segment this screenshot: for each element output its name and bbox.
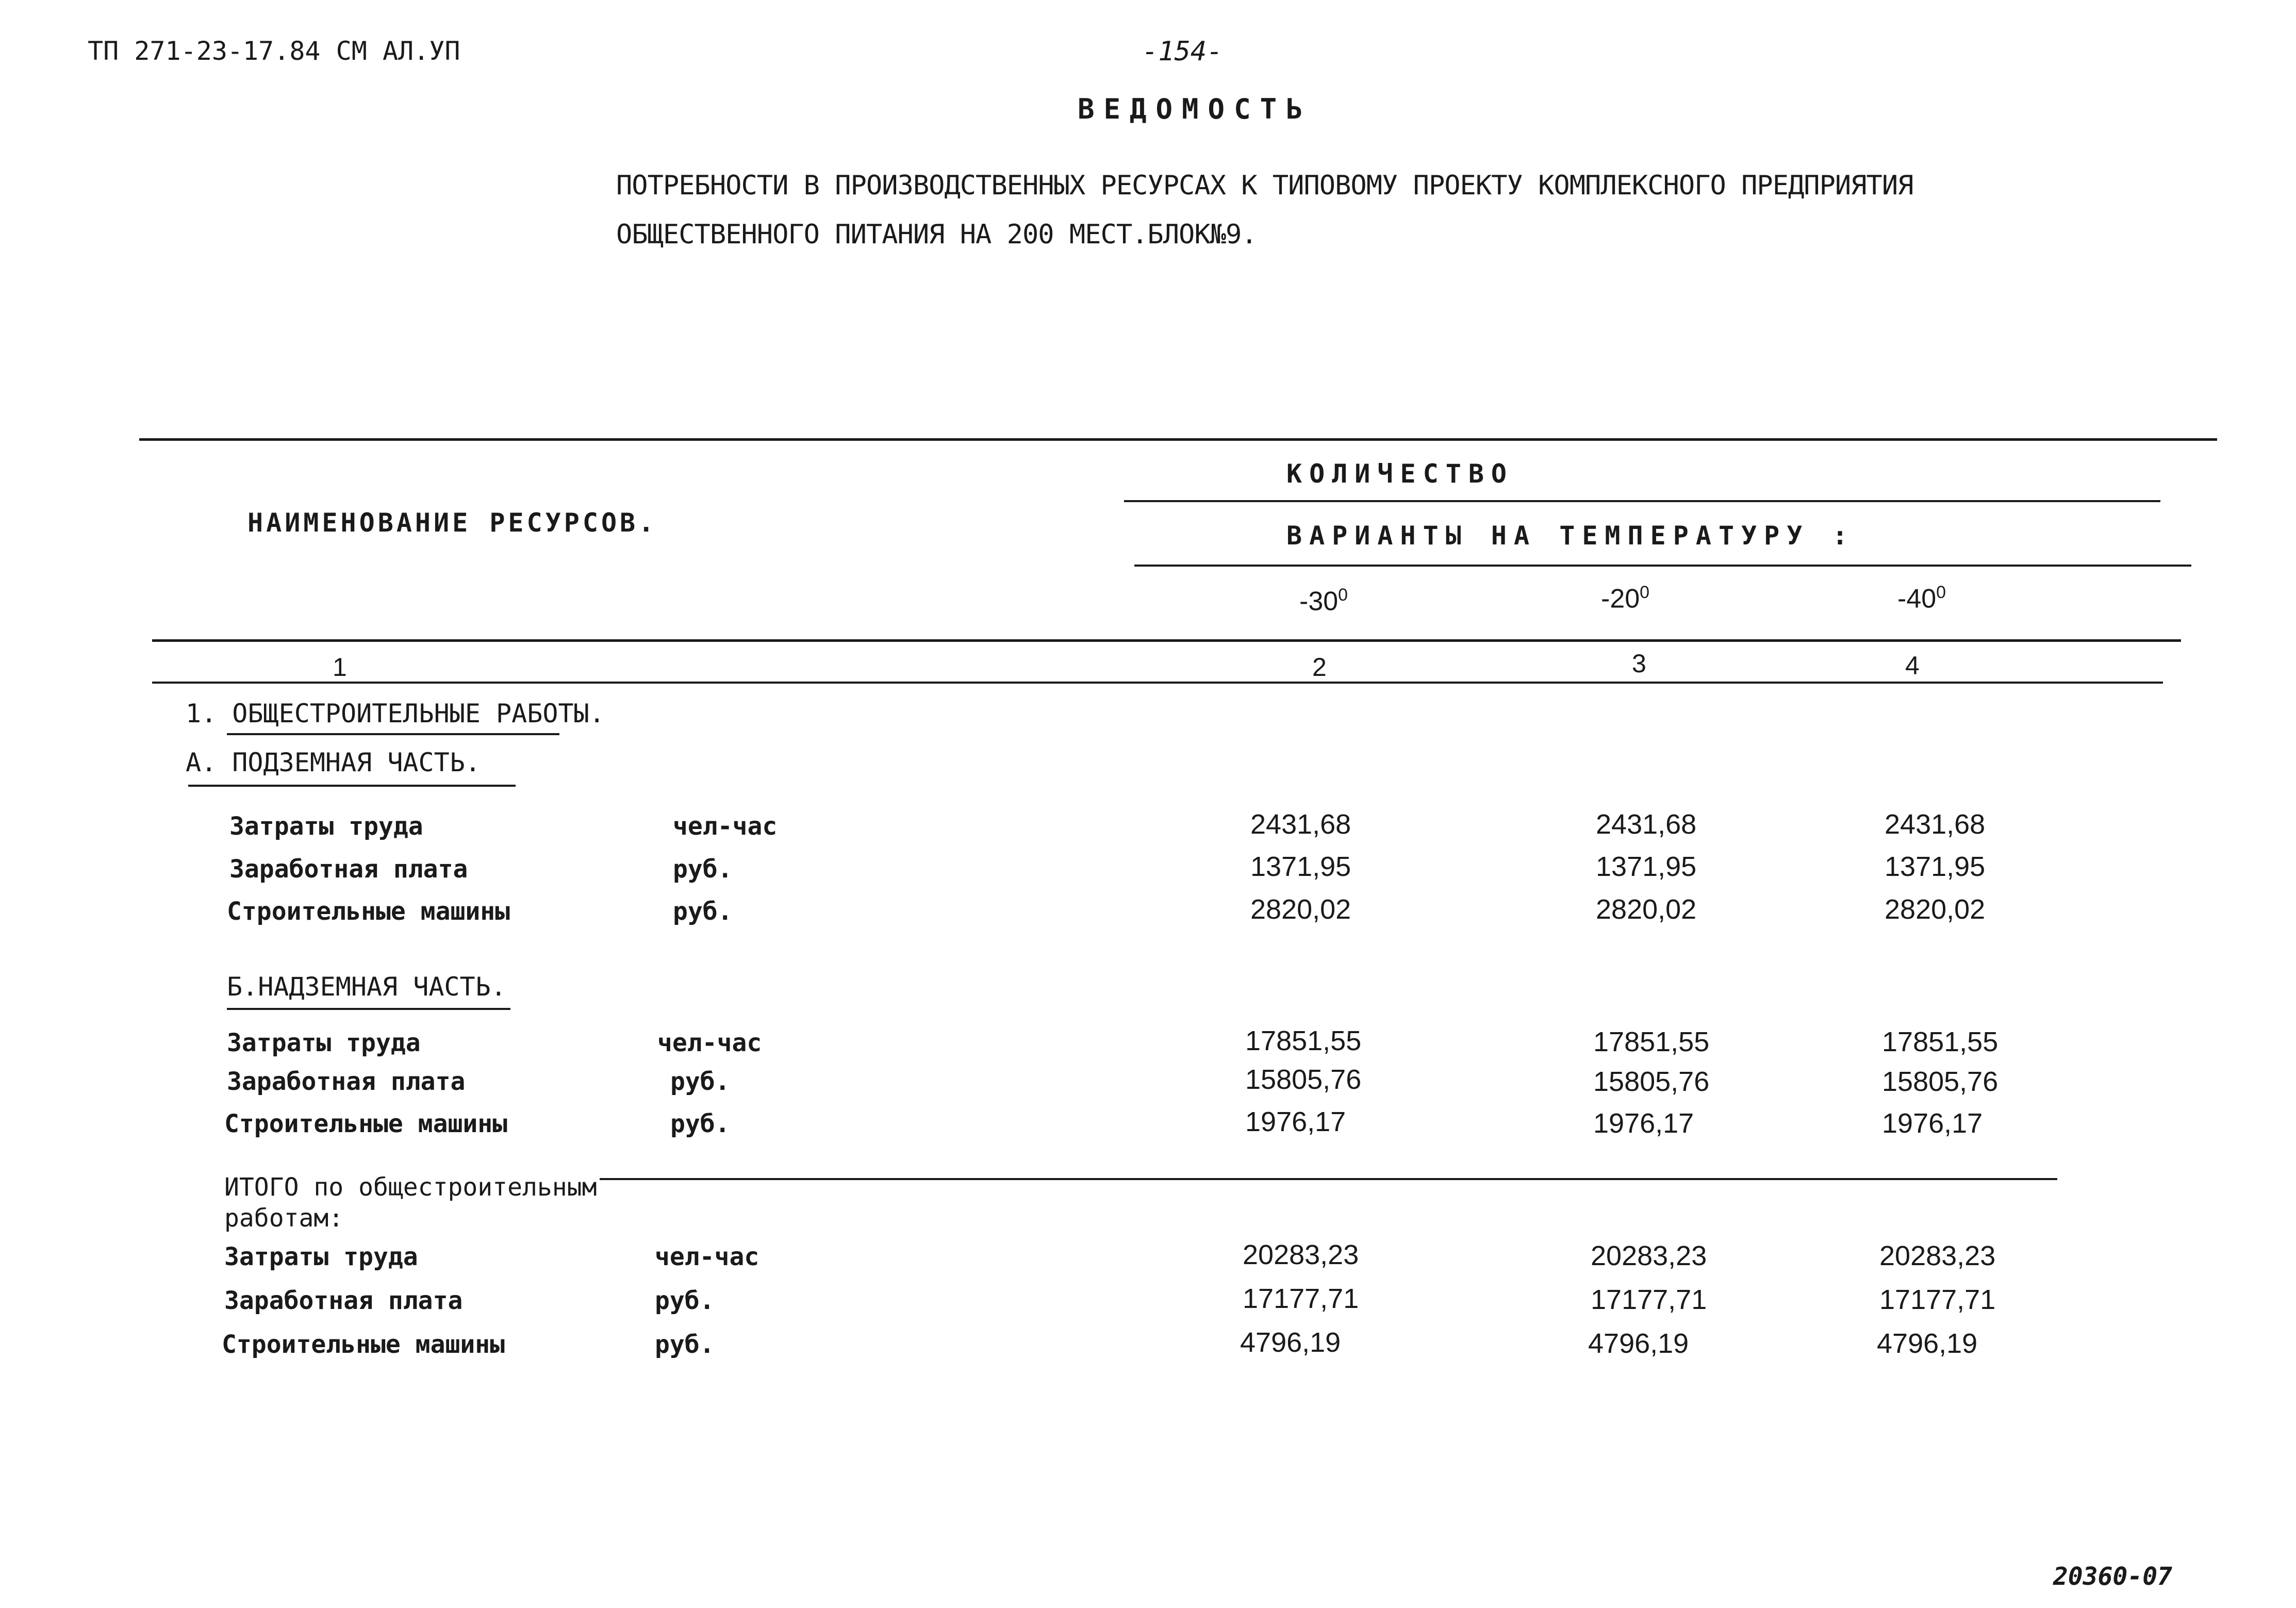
resource-value: 17851,55 bbox=[1245, 1025, 1362, 1056]
resource-value: 15805,76 bbox=[1593, 1066, 1710, 1097]
resource-unit: руб. bbox=[655, 1286, 715, 1315]
variants-rule bbox=[1134, 565, 2191, 567]
resource-value: 20283,23 bbox=[1591, 1240, 1707, 1271]
resource-value: 2820,02 bbox=[1596, 894, 1697, 925]
resource-unit: руб. bbox=[670, 1109, 730, 1138]
subsection-underline bbox=[227, 1008, 510, 1010]
resource-label: Заработная плата bbox=[227, 1067, 466, 1096]
table-top-rule bbox=[139, 438, 2217, 441]
resource-value: 2820,02 bbox=[1250, 894, 1351, 925]
subsection-title: Б.НАДЗЕМНАЯ ЧАСТЬ. bbox=[227, 972, 506, 1002]
subsection-title: А. ПОДЗЕМНАЯ ЧАСТЬ. bbox=[186, 748, 481, 777]
column-number: 2 bbox=[1312, 653, 1327, 682]
column-number: 3 bbox=[1632, 649, 1646, 678]
temperature-header: $-30^0$ bbox=[1299, 585, 1348, 617]
footer-code: 20360-07 bbox=[2053, 1562, 2172, 1591]
column-number: 4 bbox=[1905, 651, 1920, 680]
resource-value: 17851,55 bbox=[1882, 1026, 1998, 1057]
quantity-rule bbox=[1124, 500, 2160, 502]
resource-value: 1976,17 bbox=[1593, 1108, 1694, 1139]
variants-header: ВАРИАНТЫ НА ТЕМПЕРАТУРУ : bbox=[1286, 521, 1855, 551]
resource-unit: руб. bbox=[655, 1330, 715, 1359]
resource-value: 2431,68 bbox=[1250, 809, 1351, 840]
resource-value: 20283,23 bbox=[1243, 1239, 1359, 1270]
resource-value: 1976,17 bbox=[1882, 1108, 1983, 1139]
resource-value: 17851,55 bbox=[1593, 1026, 1710, 1057]
temperature-header: $-40^0$ bbox=[1897, 583, 1946, 614]
resource-value: 15805,76 bbox=[1882, 1066, 1998, 1097]
resource-unit: чел-час bbox=[673, 812, 778, 841]
total-title-continued: работам: bbox=[224, 1204, 344, 1233]
document-subtitle-line1: ПОТРЕБНОСТИ В ПРОИЗВОДСТВЕННЫХ РЕСУРСАХ К ТИПОВОМУ ПРОЕКТУ КОМПЛЕКСНОГО ПРЕДПРИЯТИЯ bbox=[616, 170, 1913, 201]
resource-value: 1371,95 bbox=[1250, 851, 1351, 882]
resource-label: Строительные машины bbox=[227, 897, 510, 926]
resource-unit: чел-час bbox=[657, 1029, 762, 1057]
total-title: ИТОГО по общестроительным bbox=[224, 1173, 600, 1202]
temperature-header: $-20^0$ bbox=[1601, 583, 1650, 614]
resource-unit: чел-час bbox=[655, 1242, 759, 1271]
resources-column-header: НАИМЕНОВАНИЕ РЕСУРСОВ. bbox=[247, 508, 657, 538]
resource-value: 2431,68 bbox=[1596, 809, 1697, 840]
resource-label: Затраты труда bbox=[229, 812, 423, 841]
resource-value: 2431,68 bbox=[1885, 809, 1986, 840]
document-subtitle-line2: ОБЩЕСТВЕННОГО ПИТАНИЯ НА 200 МЕСТ.БЛОК№9. bbox=[616, 219, 1257, 250]
document-stamp: ТП 271-23-17.84 СМ АЛ.УП bbox=[88, 36, 460, 66]
resource-value: 4796,19 bbox=[1240, 1327, 1341, 1358]
quantity-header: КОЛИЧЕСТВО bbox=[1286, 459, 1514, 489]
resource-value: 1371,95 bbox=[1596, 851, 1697, 882]
resource-value: 4796,19 bbox=[1588, 1328, 1689, 1359]
page-number: -154- bbox=[1142, 36, 1223, 67]
resource-value: 17177,71 bbox=[1879, 1284, 1996, 1315]
section-title: 1. ОБЩЕСТРОИТЕЛЬНЫЕ РАБОТЫ. bbox=[186, 699, 605, 728]
resource-value: 15805,76 bbox=[1245, 1064, 1362, 1095]
resource-label: Заработная плата bbox=[229, 855, 468, 884]
resource-value: 1371,95 bbox=[1885, 851, 1986, 882]
resource-unit: руб. bbox=[673, 855, 733, 884]
subsection-underline bbox=[188, 785, 516, 787]
resource-label: Заработная плата bbox=[224, 1286, 463, 1315]
resource-unit: руб. bbox=[673, 897, 733, 926]
document-title: ВЕДОМОСТЬ bbox=[1078, 93, 1312, 125]
resource-label: Строительные машины bbox=[224, 1109, 508, 1138]
resource-label: Затраты труда bbox=[224, 1242, 418, 1271]
resource-value: 2820,02 bbox=[1885, 894, 1986, 925]
resource-value: 1976,17 bbox=[1245, 1106, 1346, 1137]
section-underline bbox=[227, 733, 559, 735]
column-number: 1 bbox=[333, 653, 347, 682]
resource-value: 4796,19 bbox=[1877, 1328, 1978, 1359]
resource-value: 20283,23 bbox=[1879, 1240, 1996, 1271]
resource-value: 17177,71 bbox=[1591, 1284, 1707, 1315]
header-bottom-rule bbox=[152, 639, 2181, 642]
resource-label: Затраты труда bbox=[227, 1029, 421, 1057]
resource-label: Строительные машины bbox=[222, 1330, 505, 1359]
resource-value: 17177,71 bbox=[1243, 1283, 1359, 1314]
resource-unit: руб. bbox=[670, 1067, 730, 1096]
column-numbers-rule bbox=[152, 682, 2163, 684]
